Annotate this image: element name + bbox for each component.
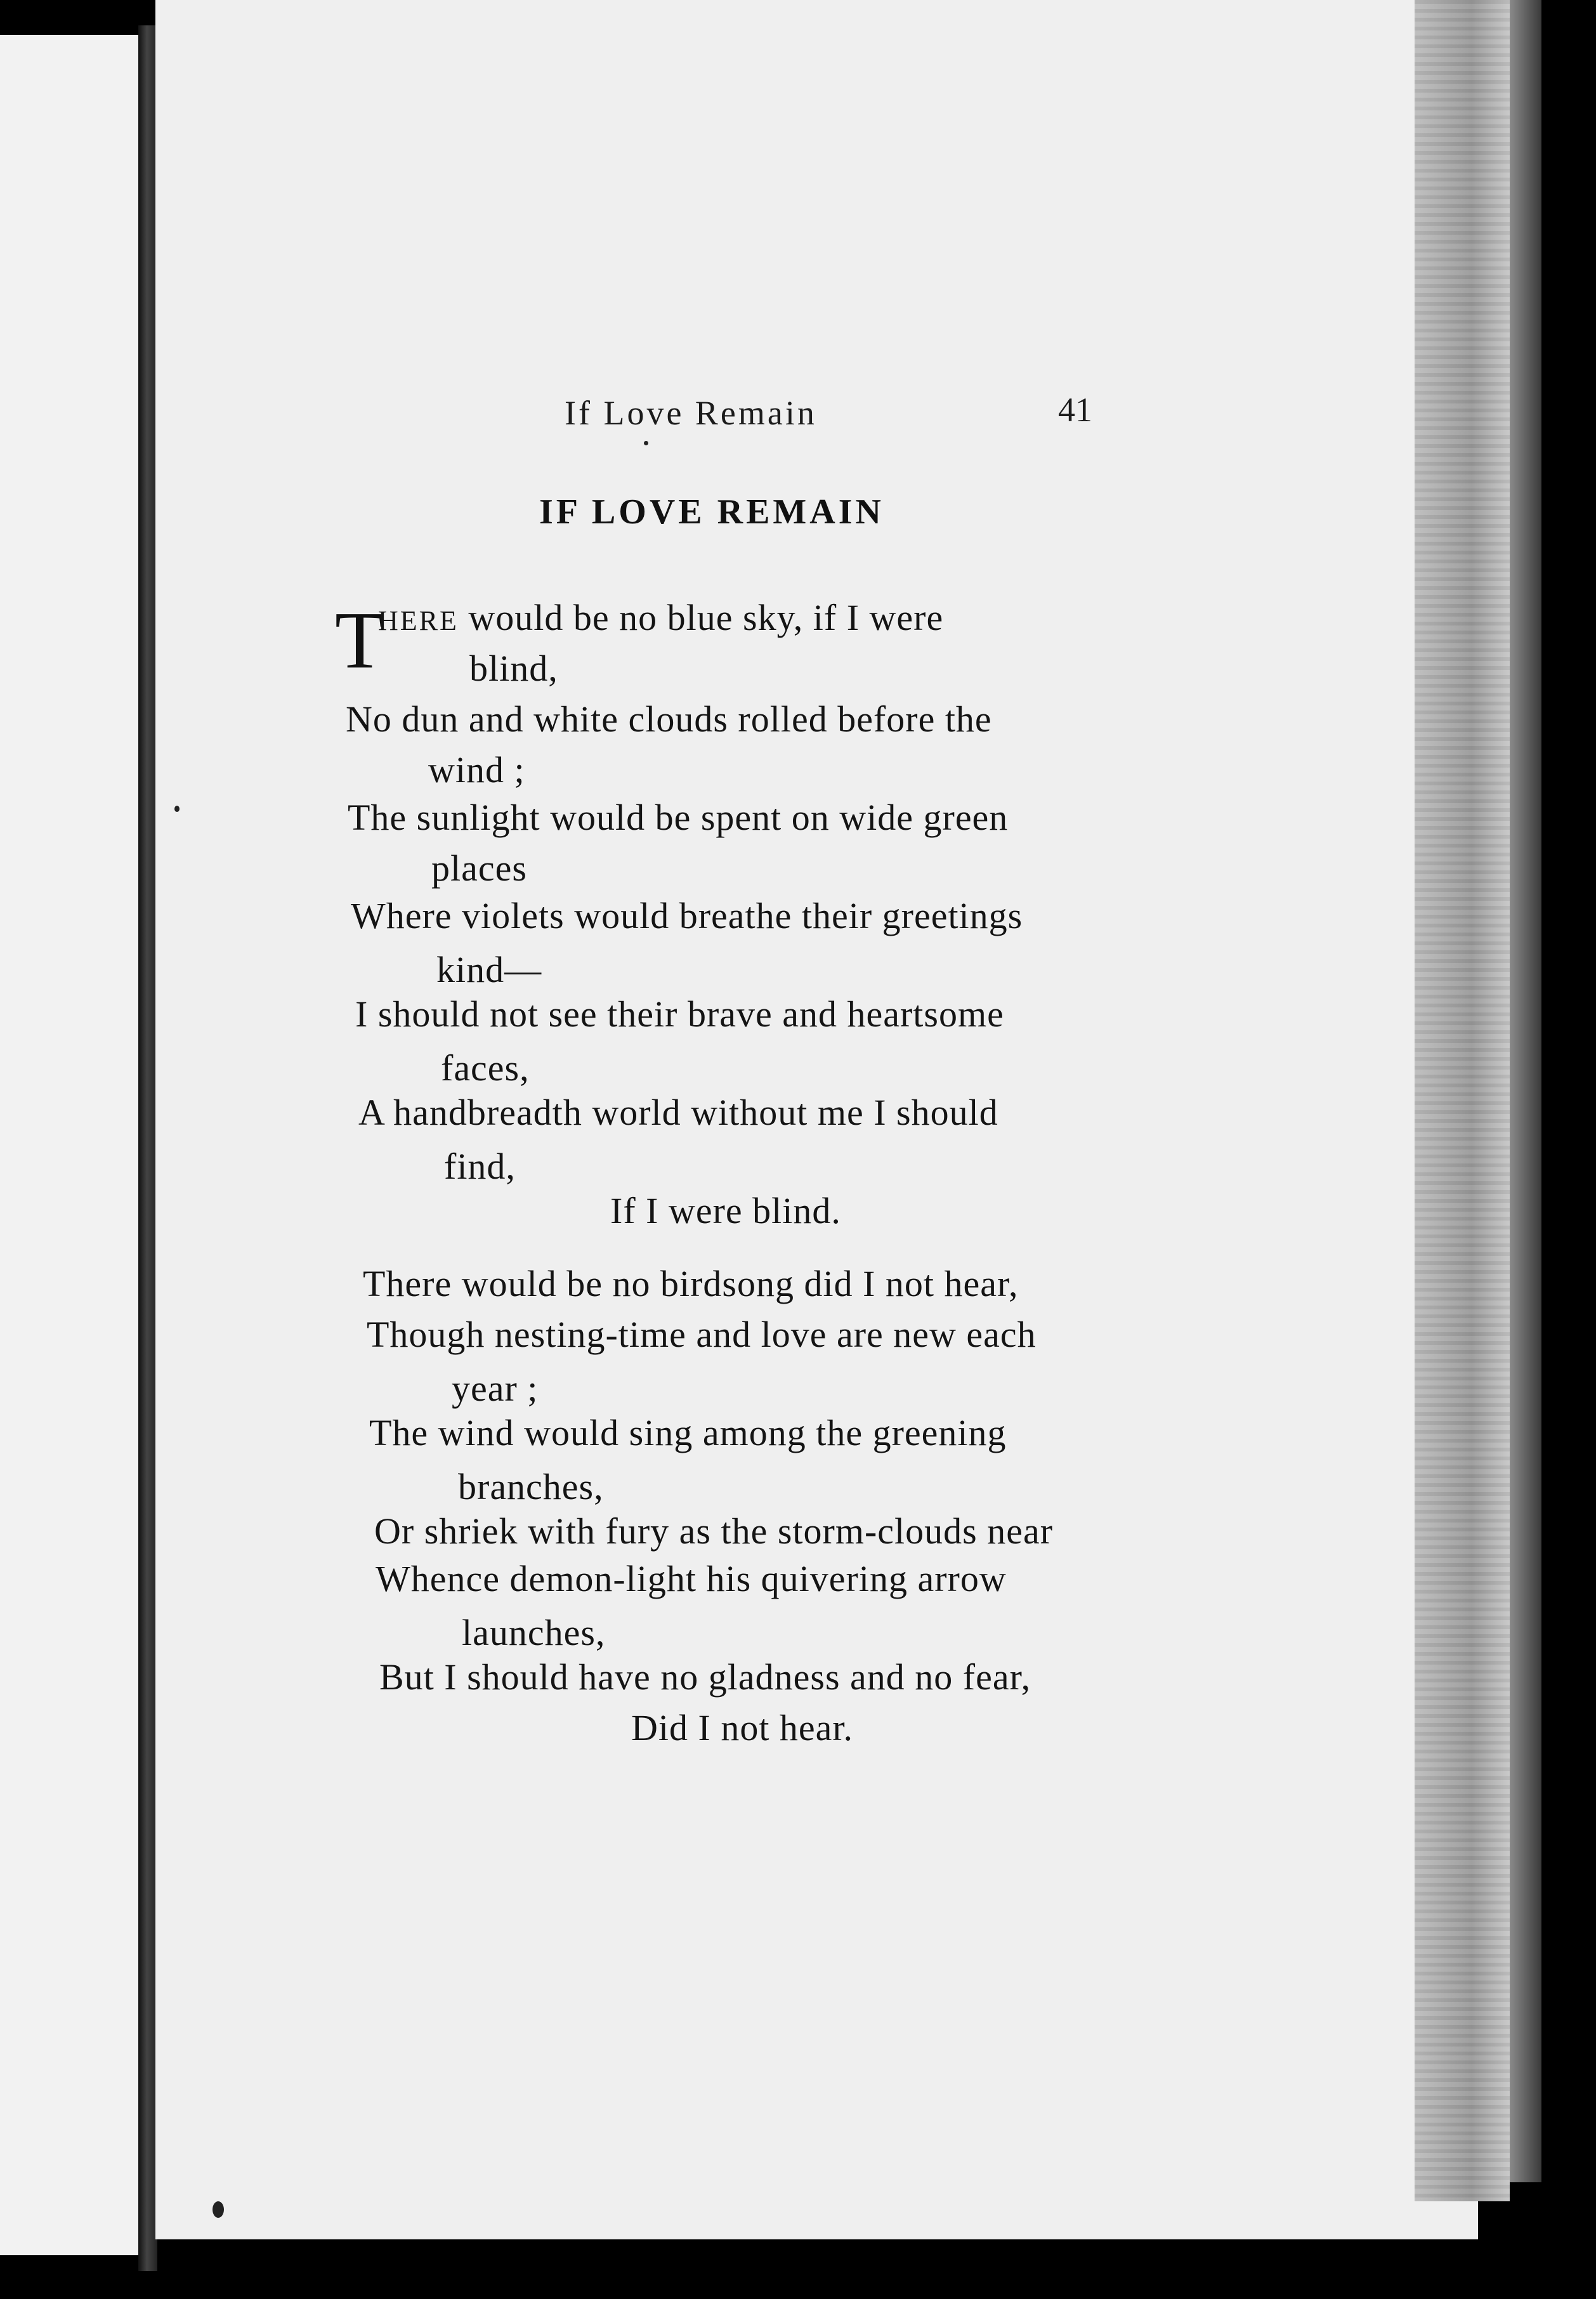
poem-line: Did I not hear. bbox=[631, 1707, 854, 1748]
page-number: 41 bbox=[1058, 391, 1092, 429]
poem-line: Where violets would breathe their greetings bbox=[351, 895, 1023, 936]
poem-line: There would be no birdsong did I not hear, bbox=[363, 1263, 1019, 1304]
poem-line: A handbreadth world without me I should bbox=[358, 1092, 998, 1133]
scan-speck bbox=[644, 441, 648, 445]
poem-line: wind ; bbox=[428, 749, 525, 790]
scan-background bbox=[1541, 0, 1596, 2299]
poem-line: The wind would sing among the greening bbox=[369, 1412, 1007, 1453]
poem-line: I should not see their brave and heartsome bbox=[355, 993, 1004, 1035]
poem-line: No dun and white clouds rolled before the bbox=[346, 698, 992, 740]
facing-page-edge bbox=[0, 35, 138, 2255]
poem-line: If I were blind. bbox=[610, 1190, 841, 1231]
poem-line bbox=[378, 596, 943, 639]
page-block-edge bbox=[1415, 0, 1510, 2201]
running-head: If Love Remain bbox=[565, 394, 817, 432]
poem-line: launches, bbox=[462, 1612, 606, 1653]
book-gutter bbox=[138, 25, 157, 2271]
poem-line: find, bbox=[444, 1146, 516, 1187]
poem-line: But I should have no gladness and no fear, bbox=[379, 1656, 1031, 1698]
poem-line: Or shriek with fury as the storm-clouds near bbox=[374, 1510, 1054, 1552]
poem-line: The sunlight would be spent on wide green bbox=[348, 797, 1009, 838]
poem-line: places bbox=[431, 848, 527, 889]
poem-line: faces, bbox=[441, 1047, 530, 1089]
poem-line: blind, bbox=[469, 648, 558, 689]
poem-line: kind— bbox=[436, 949, 542, 990]
poem-line: Whence demon-light his quivering arrow bbox=[376, 1558, 1007, 1599]
drop-cap: T bbox=[335, 595, 385, 685]
poem-line: branches, bbox=[458, 1466, 604, 1507]
first-word-smallcaps: HERE bbox=[378, 605, 459, 636]
poem-line: Though nesting-time and love are new each bbox=[367, 1314, 1037, 1355]
cover-edge bbox=[1510, 0, 1541, 2182]
scan-speck bbox=[213, 2201, 224, 2218]
first-line-rest: would be no blue sky, if I were bbox=[458, 597, 944, 638]
poem-title: IF LOVE REMAIN bbox=[539, 492, 884, 532]
poem-line: year ; bbox=[452, 1368, 539, 1409]
scan-speck bbox=[174, 806, 180, 812]
